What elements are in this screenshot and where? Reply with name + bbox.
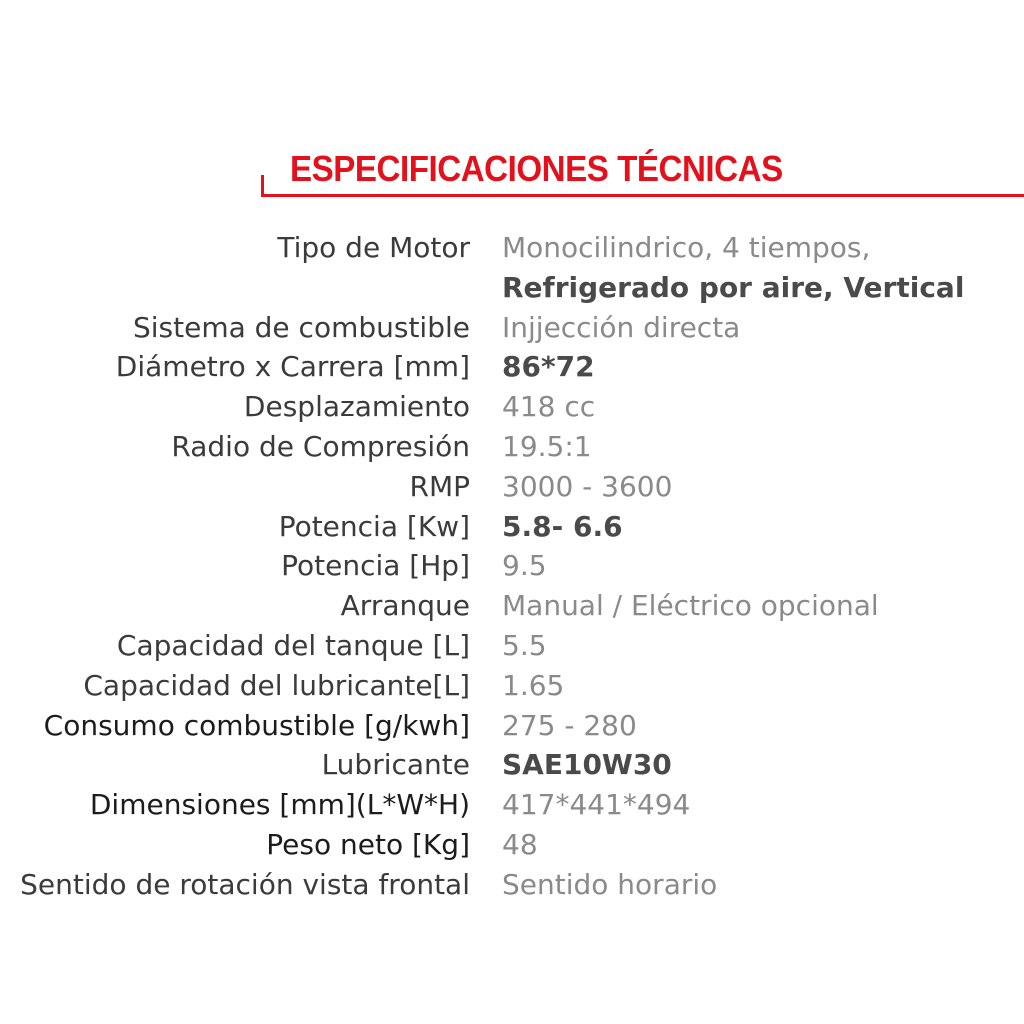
spec-row-fuel-system xyxy=(0,308,1024,348)
spec-value: Sentido horario xyxy=(502,867,718,901)
page-title: ESPECIFICACIONES TÉCNICAS xyxy=(290,148,783,189)
spec-value-line1: Monocilindrico, 4 tiempos, xyxy=(502,231,871,264)
spec-row-bore-stroke xyxy=(0,347,1024,387)
spec-label: Radio de Compresión xyxy=(171,429,470,463)
spec-label: Lubricante xyxy=(321,748,470,782)
header xyxy=(0,0,1024,210)
spec-label: Consumo combustible [g/kwh] xyxy=(43,708,470,742)
spec-value: 5.5 xyxy=(502,628,547,662)
spec-value: 1.65 xyxy=(502,668,565,702)
spec-label: Arranque xyxy=(340,589,470,623)
spec-value: 48 xyxy=(502,827,538,861)
spec-label: Dimensiones [mm](L*W*H) xyxy=(89,788,470,822)
spec-row-engine-type xyxy=(0,228,1024,308)
spec-row-lubricant xyxy=(0,745,1024,785)
spec-row-dimensions xyxy=(0,785,1024,825)
spec-value-line2: Refrigerado por aire, Vertical xyxy=(502,270,965,304)
spec-table xyxy=(0,228,1024,905)
spec-label: Sentido de rotación vista frontal xyxy=(20,867,470,901)
spec-row-start xyxy=(0,586,1024,626)
spec-value: 9.5 xyxy=(502,549,547,583)
spec-value: SAE10W30 xyxy=(502,748,672,782)
title-rule-horizontal xyxy=(261,194,1024,197)
spec-row-rpm xyxy=(0,467,1024,507)
spec-row-power-hp xyxy=(0,546,1024,586)
spec-row-compression xyxy=(0,427,1024,467)
spec-row-net-weight xyxy=(0,825,1024,865)
spec-row-fuel-consumption xyxy=(0,706,1024,746)
spec-value: Injjección directa xyxy=(502,310,741,344)
spec-label: Potencia [Hp] xyxy=(281,549,470,583)
spec-label: Diámetro x Carrera [mm] xyxy=(115,350,470,384)
spec-value: 86*72 xyxy=(502,350,595,384)
spec-row-power-kw xyxy=(0,507,1024,547)
spec-value: 417*441*494 xyxy=(502,788,691,822)
spec-value: 19.5:1 xyxy=(502,429,592,463)
spec-row-rotation xyxy=(0,865,1024,905)
spec-value: Manual / Eléctrico opcional xyxy=(502,589,879,623)
spec-value: 5.8- 6.6 xyxy=(502,509,623,543)
spec-label: Tipo de Motor xyxy=(277,231,470,264)
spec-label: Desplazamiento xyxy=(243,390,470,424)
spec-label: RMP xyxy=(409,469,470,503)
spec-value xyxy=(502,228,964,308)
spec-row-tank xyxy=(0,626,1024,666)
spec-label: Capacidad del lubricante[L] xyxy=(83,668,470,702)
spec-value: 418 cc xyxy=(502,390,596,424)
spec-label: Peso neto [Kg] xyxy=(266,827,470,861)
spec-row-displacement xyxy=(0,387,1024,427)
spec-label: Sistema de combustible xyxy=(132,310,470,344)
spec-label: Potencia [Kw] xyxy=(278,509,470,543)
spec-row-oil-capacity xyxy=(0,666,1024,706)
spec-label: Capacidad del tanque [L] xyxy=(116,628,470,662)
spec-value: 275 - 280 xyxy=(502,708,637,742)
spec-value: 3000 - 3600 xyxy=(502,469,673,503)
